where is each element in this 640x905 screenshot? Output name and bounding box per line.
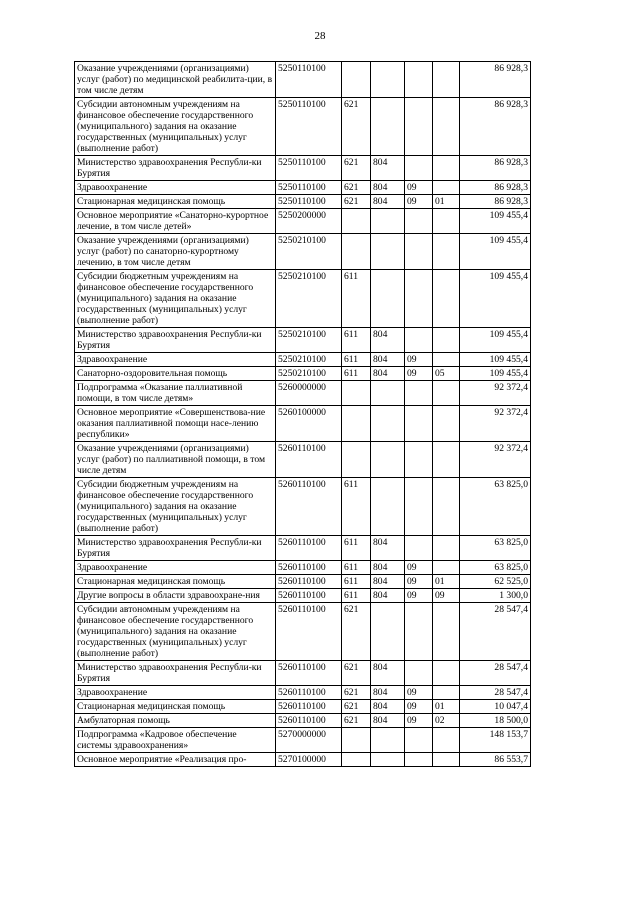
subsection-code-cell xyxy=(433,536,460,561)
section-code-cell xyxy=(405,62,433,98)
section-code-cell: 09 xyxy=(405,686,433,700)
expense-type-cell xyxy=(342,381,371,406)
subsection-code-cell xyxy=(433,661,460,686)
subsection-code-cell xyxy=(433,381,460,406)
expense-type-cell: 621 xyxy=(342,603,371,661)
section-code-cell xyxy=(405,156,433,181)
subsection-code-cell xyxy=(433,270,460,328)
subsection-code-cell: 01 xyxy=(433,575,460,589)
subsection-code-cell: 02 xyxy=(433,714,460,728)
section-code-cell xyxy=(405,478,433,536)
section-code-cell xyxy=(405,328,433,353)
ministry-code-cell: 804 xyxy=(371,686,405,700)
table-row xyxy=(75,686,531,700)
table-row xyxy=(75,575,531,589)
expense-type-cell: 621 xyxy=(342,98,371,156)
table-row xyxy=(75,62,531,98)
target-article-cell: 5260110100 xyxy=(276,536,342,561)
target-article-cell: 5270000000 xyxy=(276,728,342,753)
amount-cell: 86 928,3 xyxy=(460,181,531,195)
expense-type-cell: 621 xyxy=(342,195,371,209)
ministry-code-cell: 804 xyxy=(371,156,405,181)
expense-name-cell: Другие вопросы в области здравоохране-ния xyxy=(75,589,276,603)
ministry-code-cell: 804 xyxy=(371,367,405,381)
amount-cell: 109 455,4 xyxy=(460,234,531,270)
section-code-cell xyxy=(405,728,433,753)
subsection-code-cell xyxy=(433,406,460,442)
expense-type-cell: 621 xyxy=(342,714,371,728)
ministry-code-cell xyxy=(371,234,405,270)
expense-type-cell xyxy=(342,234,371,270)
section-code-cell xyxy=(405,98,433,156)
target-article-cell: 5250200000 xyxy=(276,209,342,234)
expense-type-cell: 611 xyxy=(342,575,371,589)
ministry-code-cell xyxy=(371,270,405,328)
expense-name-cell: Санаторно-оздоровительная помощь xyxy=(75,367,276,381)
amount-cell: 109 455,4 xyxy=(460,367,531,381)
expense-type-cell xyxy=(342,62,371,98)
expense-type-cell xyxy=(342,442,371,478)
expense-name-cell: Министерство здравоохранения Республи-ки Бурятия xyxy=(75,156,276,181)
target-article-cell: 5250110100 xyxy=(276,195,342,209)
subsection-code-cell xyxy=(433,478,460,536)
expense-name-cell: Подпрограмма «Кадровое обеспечение системы здравоохранения» xyxy=(75,728,276,753)
amount-cell: 86 928,3 xyxy=(460,98,531,156)
ministry-code-cell: 804 xyxy=(371,700,405,714)
subsection-code-cell: 09 xyxy=(433,589,460,603)
section-code-cell xyxy=(405,536,433,561)
target-article-cell: 5260110100 xyxy=(276,700,342,714)
amount-cell: 28 547,4 xyxy=(460,686,531,700)
expense-name-cell: Оказание учреждениями (организациями) услуг (работ) по паллиативной помощи, в том числе детям xyxy=(75,442,276,478)
expense-name-cell: Стационарная медицинская помощь xyxy=(75,575,276,589)
target-article-cell: 5250110100 xyxy=(276,156,342,181)
subsection-code-cell xyxy=(433,156,460,181)
ministry-code-cell: 804 xyxy=(371,353,405,367)
expense-name-cell: Оказание учреждениями (организациями) услуг (работ) по санаторно-курортному лечению, в том числе детям xyxy=(75,234,276,270)
target-article-cell: 5250210100 xyxy=(276,353,342,367)
expense-name-cell: Оказание учреждениями (организациями) услуг (работ) по медицинской реабилита-ции, в том числе детям xyxy=(75,62,276,98)
ministry-code-cell xyxy=(371,603,405,661)
amount-cell: 148 153,7 xyxy=(460,728,531,753)
amount-cell: 109 455,4 xyxy=(460,209,531,234)
section-code-cell: 09 xyxy=(405,575,433,589)
section-code-cell: 09 xyxy=(405,195,433,209)
expense-name-cell: Здравоохранение xyxy=(75,353,276,367)
expense-name-cell: Субсидии бюджетным учреждениям на финансовое обеспечение государственного (муниципального) задания на оказание государственных (муниципальных) услуг (выполнение работ) xyxy=(75,270,276,328)
subsection-code-cell xyxy=(433,353,460,367)
amount-cell: 86 553,7 xyxy=(460,753,531,767)
section-code-cell: 09 xyxy=(405,700,433,714)
ministry-code-cell xyxy=(371,381,405,406)
subsection-code-cell xyxy=(433,686,460,700)
target-article-cell: 5260110100 xyxy=(276,442,342,478)
target-article-cell: 5250110100 xyxy=(276,181,342,195)
table-row xyxy=(75,561,531,575)
expense-name-cell: Субсидии автономным учреждениям на финансовое обеспечение государственного (муниципального) задания на оказание государственных (муниципальных) услуг (выполнение работ) xyxy=(75,603,276,661)
target-article-cell: 5260110100 xyxy=(276,478,342,536)
table-row xyxy=(75,661,531,686)
subsection-code-cell xyxy=(433,728,460,753)
target-article-cell: 5250210100 xyxy=(276,367,342,381)
expense-type-cell: 611 xyxy=(342,367,371,381)
table-row xyxy=(75,353,531,367)
table-row xyxy=(75,478,531,536)
ministry-code-cell xyxy=(371,406,405,442)
expense-type-cell: 611 xyxy=(342,353,371,367)
subsection-code-cell: 01 xyxy=(433,195,460,209)
expense-name-cell: Субсидии автономным учреждениям на финансовое обеспечение государственного (муниципального) задания на оказание государственных (муниципальных) услуг (выполнение работ) xyxy=(75,98,276,156)
table-row xyxy=(75,209,531,234)
expense-type-cell: 621 xyxy=(342,700,371,714)
subsection-code-cell xyxy=(433,62,460,98)
ministry-code-cell xyxy=(371,62,405,98)
section-code-cell: 09 xyxy=(405,589,433,603)
ministry-code-cell xyxy=(371,478,405,536)
subsection-code-cell xyxy=(433,209,460,234)
expense-name-cell: Министерство здравоохранения Республи-ки Бурятия xyxy=(75,536,276,561)
expense-name-cell: Здравоохранение xyxy=(75,561,276,575)
table-row xyxy=(75,156,531,181)
amount-cell: 62 525,0 xyxy=(460,575,531,589)
section-code-cell: 09 xyxy=(405,367,433,381)
target-article-cell: 5260110100 xyxy=(276,575,342,589)
section-code-cell xyxy=(405,406,433,442)
ministry-code-cell xyxy=(371,753,405,767)
amount-cell: 63 825,0 xyxy=(460,536,531,561)
expense-name-cell: Основное мероприятие «Реализация про- xyxy=(75,753,276,767)
amount-cell: 109 455,4 xyxy=(460,270,531,328)
expense-type-cell: 611 xyxy=(342,328,371,353)
target-article-cell: 5260100000 xyxy=(276,406,342,442)
target-article-cell: 5260110100 xyxy=(276,714,342,728)
target-article-cell: 5260110100 xyxy=(276,561,342,575)
target-article-cell: 5260000000 xyxy=(276,381,342,406)
expense-type-cell: 611 xyxy=(342,589,371,603)
expense-type-cell: 611 xyxy=(342,536,371,561)
amount-cell: 1 300,0 xyxy=(460,589,531,603)
subsection-code-cell: 05 xyxy=(433,367,460,381)
table-row xyxy=(75,98,531,156)
table-row xyxy=(75,195,531,209)
table-row xyxy=(75,536,531,561)
amount-cell: 92 372,4 xyxy=(460,381,531,406)
amount-cell: 28 547,4 xyxy=(460,661,531,686)
table-row xyxy=(75,406,531,442)
target-article-cell: 5270100000 xyxy=(276,753,342,767)
ministry-code-cell: 804 xyxy=(371,561,405,575)
subsection-code-cell xyxy=(433,561,460,575)
expense-name-cell: Министерство здравоохранения Республи-ки Бурятия xyxy=(75,661,276,686)
section-code-cell xyxy=(405,442,433,478)
subsection-code-cell xyxy=(433,442,460,478)
expense-name-cell: Стационарная медицинская помощь xyxy=(75,700,276,714)
expense-type-cell xyxy=(342,209,371,234)
ministry-code-cell: 804 xyxy=(371,181,405,195)
page-number: 28 xyxy=(314,30,326,42)
budget-table-body xyxy=(75,62,531,767)
table-row xyxy=(75,728,531,753)
section-code-cell xyxy=(405,603,433,661)
amount-cell: 28 547,4 xyxy=(460,603,531,661)
expense-name-cell: Подпрограмма «Оказание паллиативной помощи, в том числе детям» xyxy=(75,381,276,406)
table-row xyxy=(75,270,531,328)
expense-name-cell: Основное мероприятие «Совершенствова-ние оказания паллиативной помощи насе-лению республики» xyxy=(75,406,276,442)
expense-name-cell: Министерство здравоохранения Республи-ки Бурятия xyxy=(75,328,276,353)
table-row xyxy=(75,714,531,728)
expense-name-cell: Амбулаторная помощь xyxy=(75,714,276,728)
amount-cell: 63 825,0 xyxy=(460,478,531,536)
budget-table xyxy=(74,61,531,767)
ministry-code-cell: 804 xyxy=(371,589,405,603)
expense-name-cell: Здравоохранение xyxy=(75,686,276,700)
ministry-code-cell xyxy=(371,98,405,156)
amount-cell: 10 047,4 xyxy=(460,700,531,714)
table-row xyxy=(75,442,531,478)
expense-type-cell: 611 xyxy=(342,561,371,575)
target-article-cell: 5250110100 xyxy=(276,98,342,156)
amount-cell: 109 455,4 xyxy=(460,353,531,367)
ministry-code-cell: 804 xyxy=(371,536,405,561)
target-article-cell: 5260110100 xyxy=(276,603,342,661)
section-code-cell: 09 xyxy=(405,353,433,367)
amount-cell: 92 372,4 xyxy=(460,406,531,442)
target-article-cell: 5250210100 xyxy=(276,270,342,328)
subsection-code-cell xyxy=(433,603,460,661)
ministry-code-cell: 804 xyxy=(371,575,405,589)
section-code-cell xyxy=(405,661,433,686)
amount-cell: 86 928,3 xyxy=(460,156,531,181)
table-row xyxy=(75,603,531,661)
table-row xyxy=(75,328,531,353)
target-article-cell: 5260110100 xyxy=(276,589,342,603)
expense-type-cell: 621 xyxy=(342,686,371,700)
ministry-code-cell xyxy=(371,442,405,478)
table-row xyxy=(75,589,531,603)
ministry-code-cell: 804 xyxy=(371,195,405,209)
amount-cell: 92 372,4 xyxy=(460,442,531,478)
ministry-code-cell: 804 xyxy=(371,328,405,353)
subsection-code-cell xyxy=(433,328,460,353)
subsection-code-cell xyxy=(433,98,460,156)
expense-type-cell: 621 xyxy=(342,661,371,686)
expense-name-cell: Здравоохранение xyxy=(75,181,276,195)
target-article-cell: 5250210100 xyxy=(276,328,342,353)
subsection-code-cell: 01 xyxy=(433,700,460,714)
expense-type-cell: 611 xyxy=(342,478,371,536)
expense-name-cell: Стационарная медицинская помощь xyxy=(75,195,276,209)
expense-name-cell: Основное мероприятие «Санаторно-курортное лечение, в том числе детей» xyxy=(75,209,276,234)
section-code-cell: 09 xyxy=(405,561,433,575)
table-row xyxy=(75,381,531,406)
section-code-cell xyxy=(405,270,433,328)
target-article-cell: 5260110100 xyxy=(276,686,342,700)
section-code-cell: 09 xyxy=(405,714,433,728)
expense-name-cell: Субсидии бюджетным учреждениям на финансовое обеспечение государственного (муниципального) задания на оказание государственных (муниципальных) услуг (выполнение работ) xyxy=(75,478,276,536)
table-row xyxy=(75,700,531,714)
ministry-code-cell: 804 xyxy=(371,714,405,728)
amount-cell: 18 500,0 xyxy=(460,714,531,728)
expense-type-cell xyxy=(342,728,371,753)
expense-type-cell: 611 xyxy=(342,270,371,328)
ministry-code-cell xyxy=(371,728,405,753)
expense-type-cell: 621 xyxy=(342,156,371,181)
section-code-cell: 09 xyxy=(405,181,433,195)
table-row xyxy=(75,234,531,270)
table-row xyxy=(75,367,531,381)
section-code-cell xyxy=(405,234,433,270)
section-code-cell xyxy=(405,209,433,234)
subsection-code-cell xyxy=(433,753,460,767)
subsection-code-cell xyxy=(433,181,460,195)
ministry-code-cell: 804 xyxy=(371,661,405,686)
section-code-cell xyxy=(405,753,433,767)
target-article-cell: 5250210100 xyxy=(276,234,342,270)
section-code-cell xyxy=(405,381,433,406)
expense-type-cell xyxy=(342,753,371,767)
ministry-code-cell xyxy=(371,209,405,234)
subsection-code-cell xyxy=(433,234,460,270)
table-row xyxy=(75,753,531,767)
target-article-cell: 5260110100 xyxy=(276,661,342,686)
amount-cell: 86 928,3 xyxy=(460,195,531,209)
amount-cell: 63 825,0 xyxy=(460,561,531,575)
expense-type-cell xyxy=(342,406,371,442)
amount-cell: 86 928,3 xyxy=(460,62,531,98)
table-row xyxy=(75,181,531,195)
target-article-cell: 5250110100 xyxy=(276,62,342,98)
expense-type-cell: 621 xyxy=(342,181,371,195)
amount-cell: 109 455,4 xyxy=(460,328,531,353)
